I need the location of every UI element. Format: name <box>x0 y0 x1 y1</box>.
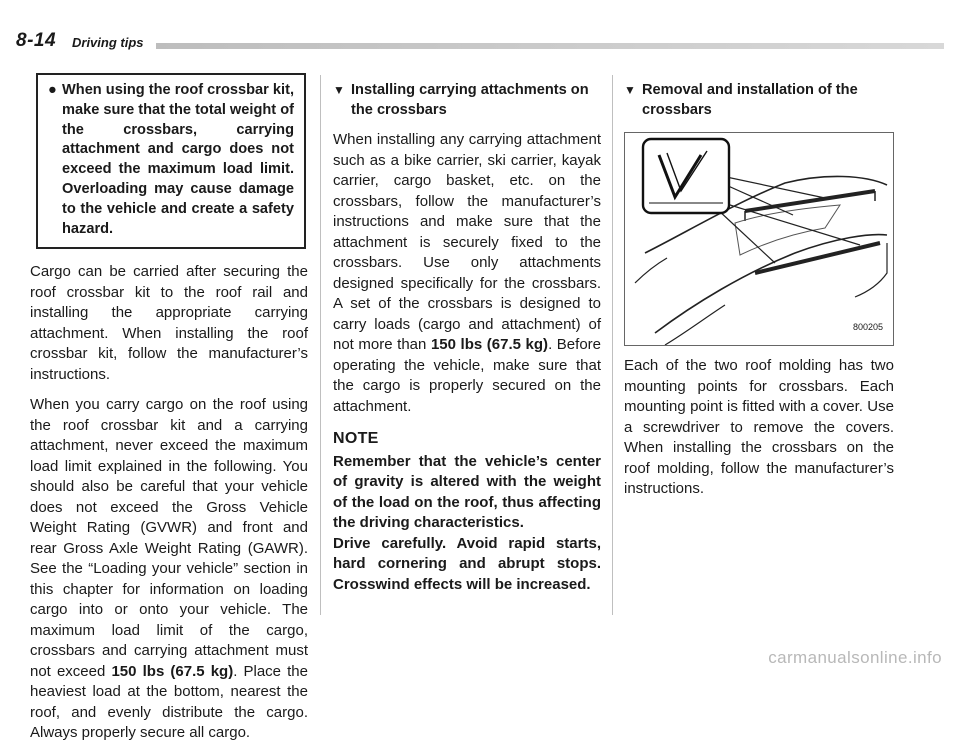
page-number: 8-14 <box>16 30 57 51</box>
roof-illustration <box>625 133 893 345</box>
header-rule <box>156 43 944 49</box>
column-divider <box>612 75 613 615</box>
warning-text: When using the roof crossbar kit, make sure that the total weight of the crossbars, carrying attachment and cargo does not exceed the maximum load limit. Overloading may cause damage to the vehicle and create a safety hazard. <box>62 82 294 237</box>
watermark: carmanualsonline.info <box>768 648 942 667</box>
subheading: ▼ Removal and installation of the crossbars <box>624 82 858 118</box>
bullet-icon: ● <box>48 82 57 98</box>
figure-code: 800205 <box>852 321 883 332</box>
column-right <box>624 73 894 500</box>
load-limit: 150 lbs (67.5 kg) <box>111 662 234 680</box>
note-body: Remember that the vehicle’s center of gravity is altered with the weight of the load on the roof, thus affecting the driving characteristics. Drive carefully. Avoid rapid starts, hard cornering and abrupt stops. Crosswind effects will be increased. <box>333 452 601 593</box>
paragraph: When you carry cargo on the roof using the roof crossbar kit and a carrying attachment, never exceed the maximum load limit explained in the following. You should also be careful that your vehicle does not exceed the Gross Vehicle Weight Rating (GVWR) and front and rear Gross Axle Weight Rating (GAWR). See the “Loading your vehicle” section in this chapter for information on loading cargo into or onto your vehicle. The maximum load limit of the cargo, crossbars and carrying attachment must not exceed 150 lbs (67.5 kg). Place the heaviest load at the bottom, nearest the roof, and evenly distribute the cargo. Always properly secure all cargo. <box>30 396 308 742</box>
page-header <box>16 30 944 58</box>
column-divider <box>320 75 321 615</box>
triangle-icon: ▼ <box>624 83 636 97</box>
note-title: NOTE <box>333 430 379 447</box>
warning-box <box>36 73 306 249</box>
crossbar-figure <box>624 132 894 346</box>
column-left <box>30 73 308 744</box>
paragraph: Each of the two roof molding has two mounting points for crossbars. Each mounting point is fitted with a cover. Use a screwdriver to remove the covers. When installing the crossbars on the roof molding, follow the manufacturer’s instructions. <box>624 357 894 497</box>
paragraph: When installing any carrying attachment such as a bike carrier, ski carrier, kayak carrier, cargo basket, etc. on the crossbars, follow the manufacturer’s instructions and make sure that the attachment is securely fixed to the crossbars. Use only attachments designed specifically for the crossbars. A set of the crossbars is designed to carry loads (cargo and attachment) of not more than 150 lbs (67.5 kg). Before operating the vehicle, make sure that the cargo is properly secured on the attachment. <box>333 131 601 415</box>
triangle-icon: ▼ <box>333 83 345 97</box>
load-limit: 150 lbs (67.5 kg) <box>430 336 549 353</box>
subheading: ▼ Installing carrying attachments on the crossbars <box>333 82 589 118</box>
section-title: Driving tips <box>72 35 144 50</box>
paragraph: Cargo can be carried after securing the roof crossbar kit to the roof rail and installing the appropriate carrying attachment. When installing the roof crossbar kit, follow the manufacturer’s instructions. <box>30 263 308 383</box>
column-middle <box>333 73 601 595</box>
